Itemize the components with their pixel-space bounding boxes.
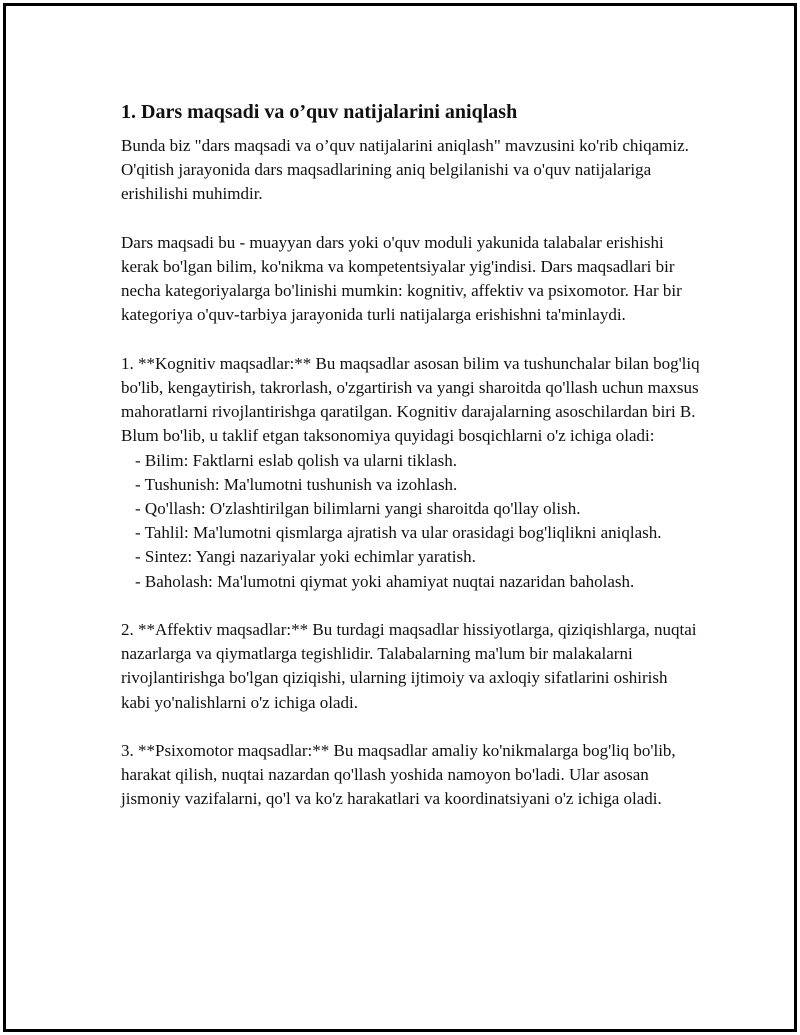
cognitive-paragraph: 1. **Kognitiv maqsadlar:** Bu maqsadlar asosan bilim va tushunchalar bilan bog'liq bo'lib, kengaytirish, takrorlash, o'zgartirish va yangi sharoitda qo'llash uchun maxsus mahoratlarni rivojlantirishga qaratilgan. Kognitiv darajalarning asoschilardan biri B. Blum bo'lib, u taklif etgan taksonomiya quyidagi bosqichlarni o'z ichiga oladi:: [121, 353, 704, 446]
paragraph-spacer: [121, 207, 701, 231]
list-item-baholash: - Baholash: Ma'lumotni qiymat yoki ahamiyat nuqtai nazaridan baholash.: [135, 571, 635, 591]
list-item-qollash: - Qo'llash: O'zlashtirilgan bilimlarni yangi sharoitda qo'llay olish.: [135, 499, 581, 519]
paragraph-spacer: [121, 328, 701, 352]
paragraph-spacer: [121, 594, 701, 618]
list-item-bilim: - Bilim: Faktlarni eslab qolish va ularni tiklash.: [135, 450, 458, 470]
affective-paragraph: 2. **Affektiv maqsadlar:** Bu turdagi maqsadlar hissiyotlarga, qiziqishlarga, nuqtai nazarlarga va qiymatlarga tegishlidir. Talabalarning ma'lum bir malakalarni rivojlantirishga bo'lgan qiziqishi, ularning ijtimoiy va axloqiy sifatlarini oshirish kabi yo'nalishlarni o'z ichiga oladi.: [121, 620, 701, 712]
definition-paragraph: Dars maqsadi bu - muayyan dars yoki o'quv moduli yakunida talabalar erishishi kerak bo'lgan bilim, ko'nikma va kompetentsiyalar yig'indisi. Dars maqsadlari bir necha kategoriyalarga bo'linishi mumkin: kognitiv, affektiv va psixomotor. Har bir kategoriya o'quv-tarbiya jarayonida turli natijalarga erishishni ta'minlaydi.: [121, 232, 687, 325]
document-title: 1. Dars maqsadi va o’quv natijalarini aniqlash: [121, 101, 518, 123]
list-item-tahlil: - Tahlil: Ma'lumotni qismlarga ajratish va ular orasidagi bog'liqlikni aniqlash.: [135, 523, 662, 543]
page-frame: [3, 3, 797, 1032]
paragraph-spacer: [121, 715, 701, 739]
psychomotor-paragraph: 3. **Psixomotor maqsadlar:** Bu maqsadlar amaliy ko'nikmalarga bog'liq bo'lib, harakat qilish, nuqtai nazardan qo'llash yoshida namoyon bo'ladi. Ular asosan jismoniy vazifalarni, qo'l va ko'z harakatlari va koordinatsiyani o'z ichiga oladi.: [121, 741, 680, 809]
list-item-sintez: - Sintez: Yangi nazariyalar yoki echimlar yaratish.: [135, 547, 476, 567]
intro-paragraph: Bunda biz "dars maqsadi va o’quv natijalarini aniqlash" mavzusini ko'rib chiqamiz. O'qitish jarayonida dars maqsadlarining aniq belgilanishi va o'quv natijalariga erishilishi muhimdir.: [121, 136, 694, 204]
list-item-tushunish: - Tushunish: Ma'lumotni tushunish va izohlash.: [135, 474, 458, 494]
document-body: [121, 100, 704, 812]
